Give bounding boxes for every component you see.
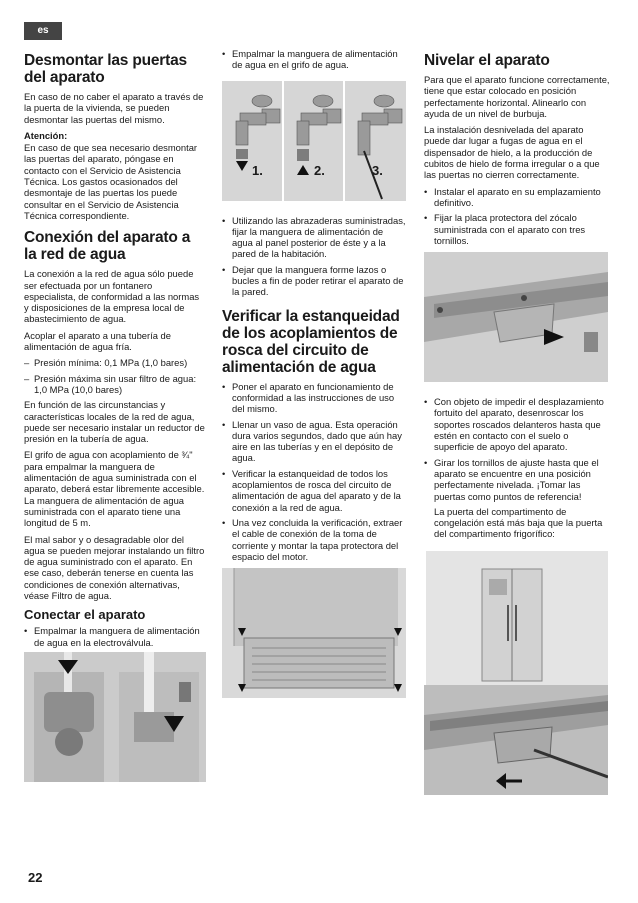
list-item: – Presión máxima sin usar filtro de agua: 1,0 MPa (10,0 bares)	[24, 372, 197, 395]
list-item: • Dejar que la manguera forme lazos o bucles a fin de poder retirar el aparato de la pared.	[222, 263, 404, 298]
plinth-cover-illustration	[424, 252, 608, 382]
heading-verify-seal: Verificar la estanqueidad de los acoplamientos de rosca del circuito de alimentación de agua	[222, 307, 400, 376]
list-item-text: Presión máxima sin usar filtro de agua: 1,0 MPa (10,0 bares)	[34, 372, 197, 395]
fridge-leveling-illustration	[424, 545, 608, 795]
attention-label: Atención:	[24, 129, 68, 141]
language-tab: es	[24, 22, 62, 40]
step-label: 2.	[314, 162, 325, 178]
list-item: • Llenar un vaso de agua. Esta operación dura varios segundos, dado que aún hay aire en las tuberías y en el depósito de agua.	[222, 418, 402, 464]
list-item: • Verificar la estanqueidad de todos los acoplamientos de rosca del circuito de alimentación de agua del aparato y de la conexión a la red de agua.	[222, 467, 401, 513]
column-3	[424, 52, 610, 795]
level-list	[424, 186, 610, 246]
heading-water-connection: Conexión del aparato a la red de agua	[24, 229, 191, 264]
hose-list	[222, 215, 406, 298]
paragraph-connection-4: El grifo de agua con acoplamiento de ¾" para empalmar la manguera de alimentación de agua suministrada con el aparato, deberá estar libremente accesible. La manguera de alimentación de agua suministrada con el aparato tiene una longitud de 5 m.	[24, 449, 205, 529]
list-item-text: Girar los tornillos de ajuste hasta que el aparato se encuentre en una posición perfectamente nivelada. ¡Tomar las puertas como puntos de referencia!	[434, 456, 599, 502]
pressure-list	[24, 357, 206, 395]
list-item: • Fijar la placa protectora del zócalo suministrada con el aparato con tres tornillos.	[424, 212, 586, 246]
list-item: • Utilizando las abrazaderas suministradas, fijar la manguera de alimentación de agua al panel posterior de éste y a la pared de la habitación.	[222, 214, 406, 260]
paragraph-freezer-door: La puerta del compartimento de congelación está más baja que la puerta del compartimento frigorífico:	[434, 505, 603, 540]
paragraph-level-2: La instalación desnivelada del aparato puede dar lugar a fugas de agua en el dispensador de hielo, a la producción de cubitos de hielo de forma irregular o a que las puertas no cierren correctamente.	[424, 124, 600, 181]
list-item-text: Empalmar la manguera de alimentación de agua en la electroválvula.	[34, 625, 200, 648]
list-item-text: Con objeto de impedir el desplazamiento fortuito del aparato, desenroscar los soportes roscados delanteros hasta que estén en contacto con el suelo o superficie de apoyo del aparato.	[434, 396, 604, 453]
verify-list	[222, 381, 406, 562]
paragraph-connection-5: El mal sabor y o desagradable olor del agua se pueden mejorar instalando un filtro de agua suministrado con el aparato. En ese caso, deberán tenerse en cuenta las condiciones de conexión alternativas, véase Filtro de agua.	[24, 533, 205, 601]
list-item-text: Poner el aparato en funcionamiento de conformidad a las instrucciones de uso del mismo.	[232, 380, 395, 415]
list-item: • Instalar el aparato en su emplazamiento definitivo.	[424, 185, 601, 208]
heading-remove-doors: Desmontar las puertas del aparato	[24, 52, 187, 86]
adjust-list	[424, 396, 610, 502]
list-item: • Una vez concluida la verificación, extraer el cable de conexión de la toma de corriente y montar la tapa protectora del espacio del motor.	[222, 516, 403, 562]
list-item: • Empalmar la manguera de alimentación de agua en la electroválvula.	[24, 625, 200, 648]
list-item-text: Fijar la placa protectora del zócalo suministrada con el aparato con tres tornillos.	[434, 212, 586, 246]
list-item-text: Empalmar la manguera de alimentación de agua en el grifo de agua.	[232, 48, 398, 71]
list-item: • Empalmar la manguera de alimentación de agua en el grifo de agua.	[222, 48, 398, 71]
list-item-text: Utilizando las abrazaderas suministradas, fijar la manguera de alimentación de agua al panel posterior de éste y a la pared de la habitación.	[232, 214, 406, 260]
motor-cover-illustration	[222, 568, 406, 698]
list-item: • Con objeto de impedir el desplazamiento fortuito del aparato, desenroscar los soportes roscados delanteros hasta que estén en contacto con el suelo o superficie de apoyo del aparato.	[424, 396, 604, 453]
paragraph-connection-1: La conexión a la red de agua sólo puede ser efectuada por un fontanero especialista, de conformidad a las normas y disposiciones de la empresa local de abastecimiento de agua.	[24, 268, 200, 325]
column-1	[24, 52, 206, 782]
heading-level-appliance: Nivelar el aparato	[424, 52, 550, 69]
tap-steps-illustration	[222, 81, 406, 201]
column-2	[222, 48, 406, 698]
connect-list	[24, 625, 206, 648]
list-item: • Girar los tornillos de ajuste hasta que el aparato se encuentre en una posición perfectamente nivelada. ¡Tomar las puertas como puntos de referencia!	[424, 456, 599, 502]
heading-connect-appliance: Conectar el aparato	[24, 607, 146, 623]
tap-list	[222, 48, 406, 71]
paragraph-remove-doors: En caso de no caber el aparato a través de la puerta de la vivienda, se pueden desmontar las puertas del mismo.	[24, 91, 204, 125]
paragraph-level-1: Para que el aparato funcione correctamente, tiene que estar colocado en posición perfectamente horizontal. Alinearlo con ayuda de un nivel de burbuja.	[424, 74, 610, 119]
list-item: – Presión mínima: 0,1 MPa (1,0 bares)	[24, 357, 188, 369]
page-number: 22	[28, 870, 43, 885]
paragraph-connection-2: Acoplar el aparato a una tubería de alimentación de agua fría.	[24, 329, 171, 353]
paragraph-attention: En caso de que sea necesario desmontar las puertas del aparato, póngase en contacto con el Servicio de Asistencia Técnica. Los gastos ocasionados del desmontaje de las puertas los puede consultar en el Servicio de Asistencia Técnica correspondiente.	[24, 142, 198, 221]
valve-connection-illustration	[24, 652, 206, 782]
list-item-text: Una vez concluida la verificación, extraer el cable de conexión de la toma de corriente y montar la tapa protectora del espacio del motor.	[232, 516, 403, 562]
paragraph-connection-3: En función de las circunstancias y características locales de la red de agua, puede ser necesario instalar un reductor de presión en la tubería de agua.	[24, 399, 205, 445]
list-item-text: Llenar un vaso de agua. Esta operación dura varios segundos, dado que aún hay aire en las tuberías y en el depósito de agua.	[232, 418, 402, 464]
list-item: • Poner el aparato en funcionamiento de conformidad a las instrucciones de uso del mismo.	[222, 380, 395, 415]
list-item-text: Verificar la estanqueidad de todos los acoplamientos de rosca del circuito de alimentación de agua del aparato y de la conexión a la red de agua.	[232, 467, 401, 513]
list-item-text: Presión mínima: 0,1 MPa (1,0 bares)	[34, 357, 188, 369]
step-label: 1.	[252, 162, 263, 178]
list-item-text: Dejar que la manguera forme lazos o bucles a fin de poder retirar el aparato de la pared.	[232, 263, 404, 298]
list-item-text: Instalar el aparato en su emplazamiento definitivo.	[434, 185, 601, 208]
step-label: 3.	[372, 162, 383, 178]
